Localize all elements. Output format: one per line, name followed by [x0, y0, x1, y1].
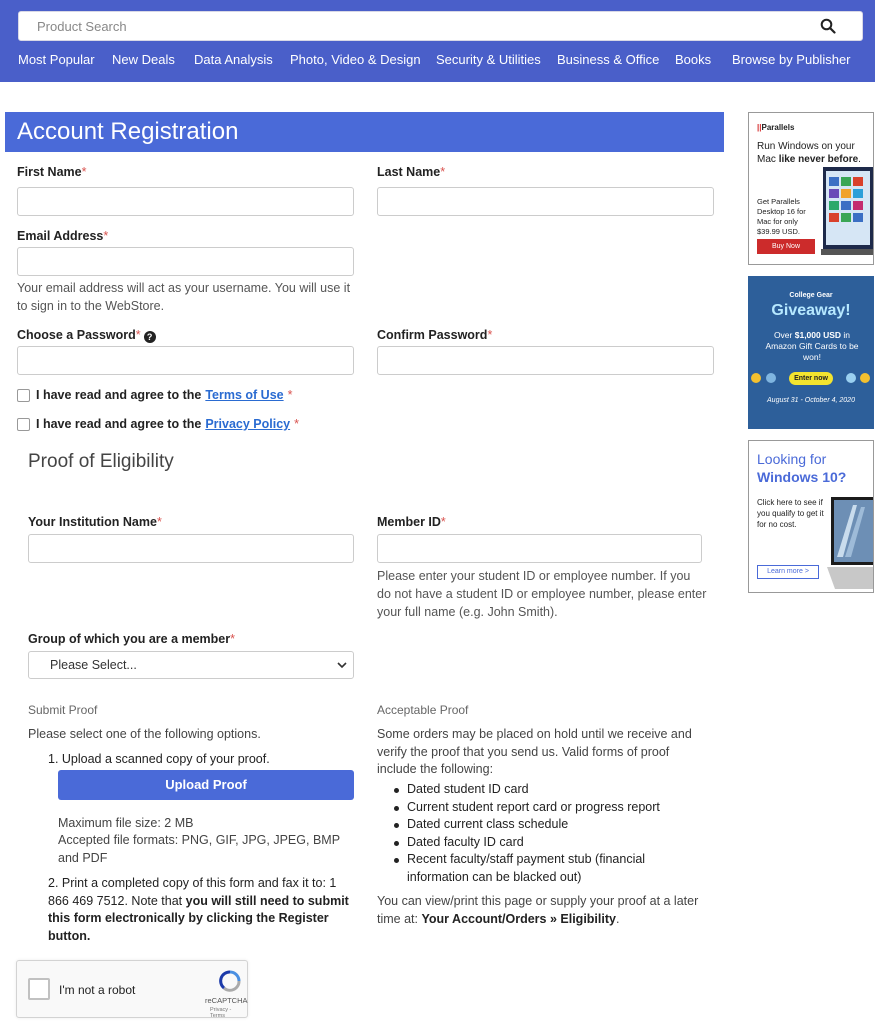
laptop-screen-image: [821, 159, 874, 265]
recaptcha-widget: [16, 960, 248, 1018]
first-name-field[interactable]: [17, 187, 354, 216]
gift-icon: [766, 373, 776, 383]
password-label: Choose a Password* ?: [17, 328, 156, 343]
parallels-body: Get Parallels Desktop 16 for Mac for only $39.99 USD.: [757, 197, 806, 236]
option-2-text: 2. Print a completed copy of this form and fax it to: 1 866 469 7512. Note that you will still need to submit this form electronically by clicking the Register button.: [48, 876, 349, 943]
learn-more-button[interactable]: Learn more >: [757, 565, 819, 579]
nav-browse-by-publisher[interactable]: Browse by Publisher: [732, 52, 851, 67]
member-id-help-text: Please enter your student ID or employee number. If you do not have a student ID or employee number, please enter your full name (e.g. John Smith).: [377, 569, 707, 619]
nav-business-office[interactable]: Business & Office: [557, 52, 660, 67]
search-icon[interactable]: [820, 18, 836, 34]
last-name-label: Last Name*: [377, 165, 446, 179]
search-input[interactable]: [19, 12, 819, 40]
accepted-formats: Accepted file formats: PNG, GIF, JPG, JPEG, BMP and PDF: [58, 833, 340, 865]
acceptable-proof-heading: Acceptable Proof: [377, 703, 469, 717]
proof-list: [392, 781, 712, 886]
recaptcha-logo-icon: [216, 969, 244, 993]
email-field[interactable]: [17, 247, 354, 276]
list-item: Dated student ID card: [392, 781, 712, 799]
option-1-text: 1. Upload a scanned copy of your proof.: [48, 752, 270, 766]
required-mark: *: [287, 388, 293, 402]
coin-icon: [751, 373, 761, 383]
buy-now-button[interactable]: Buy Now: [757, 239, 815, 254]
surface-laptop-image: [827, 497, 874, 589]
terms-of-use-link[interactable]: Terms of Use: [205, 388, 284, 402]
select-option-text: Please select one of the following options.: [28, 727, 261, 741]
nav-photo-video-design[interactable]: Photo, Video & Design: [290, 52, 421, 67]
terms-agreement: [17, 388, 292, 402]
giveaway-title: Giveaway!: [771, 302, 851, 319]
nav-new-deals[interactable]: New Deals: [112, 52, 175, 67]
parallels-logo: ||Parallels: [757, 123, 795, 132]
email-help-text: Your email address will act as your username. You will use it to sign in to the WebStore.: [17, 281, 351, 313]
amazon-icon: [860, 373, 870, 383]
group-selected-value: Please Select...: [50, 658, 137, 672]
giveaway-dates: August 31 - October 4, 2020: [767, 397, 855, 404]
eligibility-title: Proof of Eligibility: [28, 451, 174, 472]
privacy-checkbox[interactable]: [17, 418, 30, 431]
recaptcha-checkbox[interactable]: [28, 978, 50, 1000]
parallels-ad[interactable]: [748, 112, 874, 265]
max-file-size: Maximum file size: 2 MB: [58, 816, 194, 830]
privacy-label: I have read and agree to the: [36, 417, 202, 431]
list-item: Dated faculty ID card: [392, 834, 712, 852]
nav-security-utilities[interactable]: Security & Utilities: [436, 52, 541, 67]
top-navigation-bar: [0, 0, 875, 82]
nav-books[interactable]: Books: [675, 52, 712, 67]
terms-label: I have read and agree to the: [36, 388, 202, 402]
submit-proof-heading: Submit Proof: [28, 703, 98, 717]
list-item: Dated current class schedule: [392, 816, 712, 834]
group-select[interactable]: [28, 651, 354, 679]
nav-data-analysis[interactable]: Data Analysis: [194, 52, 273, 67]
product-search[interactable]: [18, 11, 863, 41]
windows-ad-line2: Windows 10?: [757, 469, 847, 485]
institution-label: Your Institution Name*: [28, 515, 162, 529]
terms-checkbox[interactable]: [17, 389, 30, 402]
email-label: Email Address*: [17, 229, 109, 243]
category-nav: [0, 52, 875, 78]
recaptcha-brand: reCAPTCHA: [205, 996, 248, 1005]
privacy-policy-link[interactable]: Privacy Policy: [205, 417, 291, 431]
first-name-label: First Name*: [17, 165, 87, 179]
member-id-label: Member ID*: [377, 515, 446, 529]
windows-ad-line1: Looking for: [757, 451, 827, 467]
required-mark: *: [294, 417, 299, 431]
password-help-icon[interactable]: ?: [144, 331, 156, 343]
password-field[interactable]: [17, 346, 354, 375]
upload-proof-button[interactable]: Upload Proof: [58, 770, 354, 800]
windows-ad-body: Click here to see if you qualify to get it for no cost.: [757, 498, 824, 529]
recaptcha-terms-link[interactable]: Privacy - Terms: [210, 1007, 232, 1019]
later-supply-text: You can view/print this page or supply your proof at a later time at: Your Account/Orders » Eligibility.: [377, 894, 699, 926]
bag-icon: [846, 373, 856, 383]
institution-field[interactable]: [28, 534, 354, 563]
page-title: Account Registration: [5, 112, 724, 152]
recaptcha-label: I'm not a robot: [59, 983, 136, 997]
nav-most-popular[interactable]: Most Popular: [18, 52, 95, 67]
group-label: Group of which you are a member*: [28, 632, 235, 646]
confirm-password-field[interactable]: [377, 346, 714, 375]
parallels-headline: Run Windows on your Mac like never before.: [757, 141, 861, 165]
giveaway-kicker: College Gear: [789, 292, 833, 299]
enter-now-button[interactable]: Enter now: [789, 372, 833, 385]
windows-ad[interactable]: [748, 440, 874, 593]
acceptable-proof-intro: Some orders may be placed on hold until we receive and verify the proof that you send us. Valid forms of proof include the following:: [377, 727, 692, 776]
member-id-field[interactable]: [377, 534, 702, 563]
list-item: Recent faculty/staff payment stub (financial information can be blacked out): [392, 851, 712, 886]
confirm-password-label: Confirm Password*: [377, 328, 493, 342]
privacy-agreement: [17, 417, 299, 431]
list-item: Current student report card or progress report: [392, 799, 712, 817]
last-name-field[interactable]: [377, 187, 714, 216]
chevron-down-icon: [337, 661, 347, 669]
giveaway-ad[interactable]: [748, 276, 874, 429]
giveaway-body: Over $1,000 USD in Amazon Gift Cards to be won!: [765, 330, 859, 362]
